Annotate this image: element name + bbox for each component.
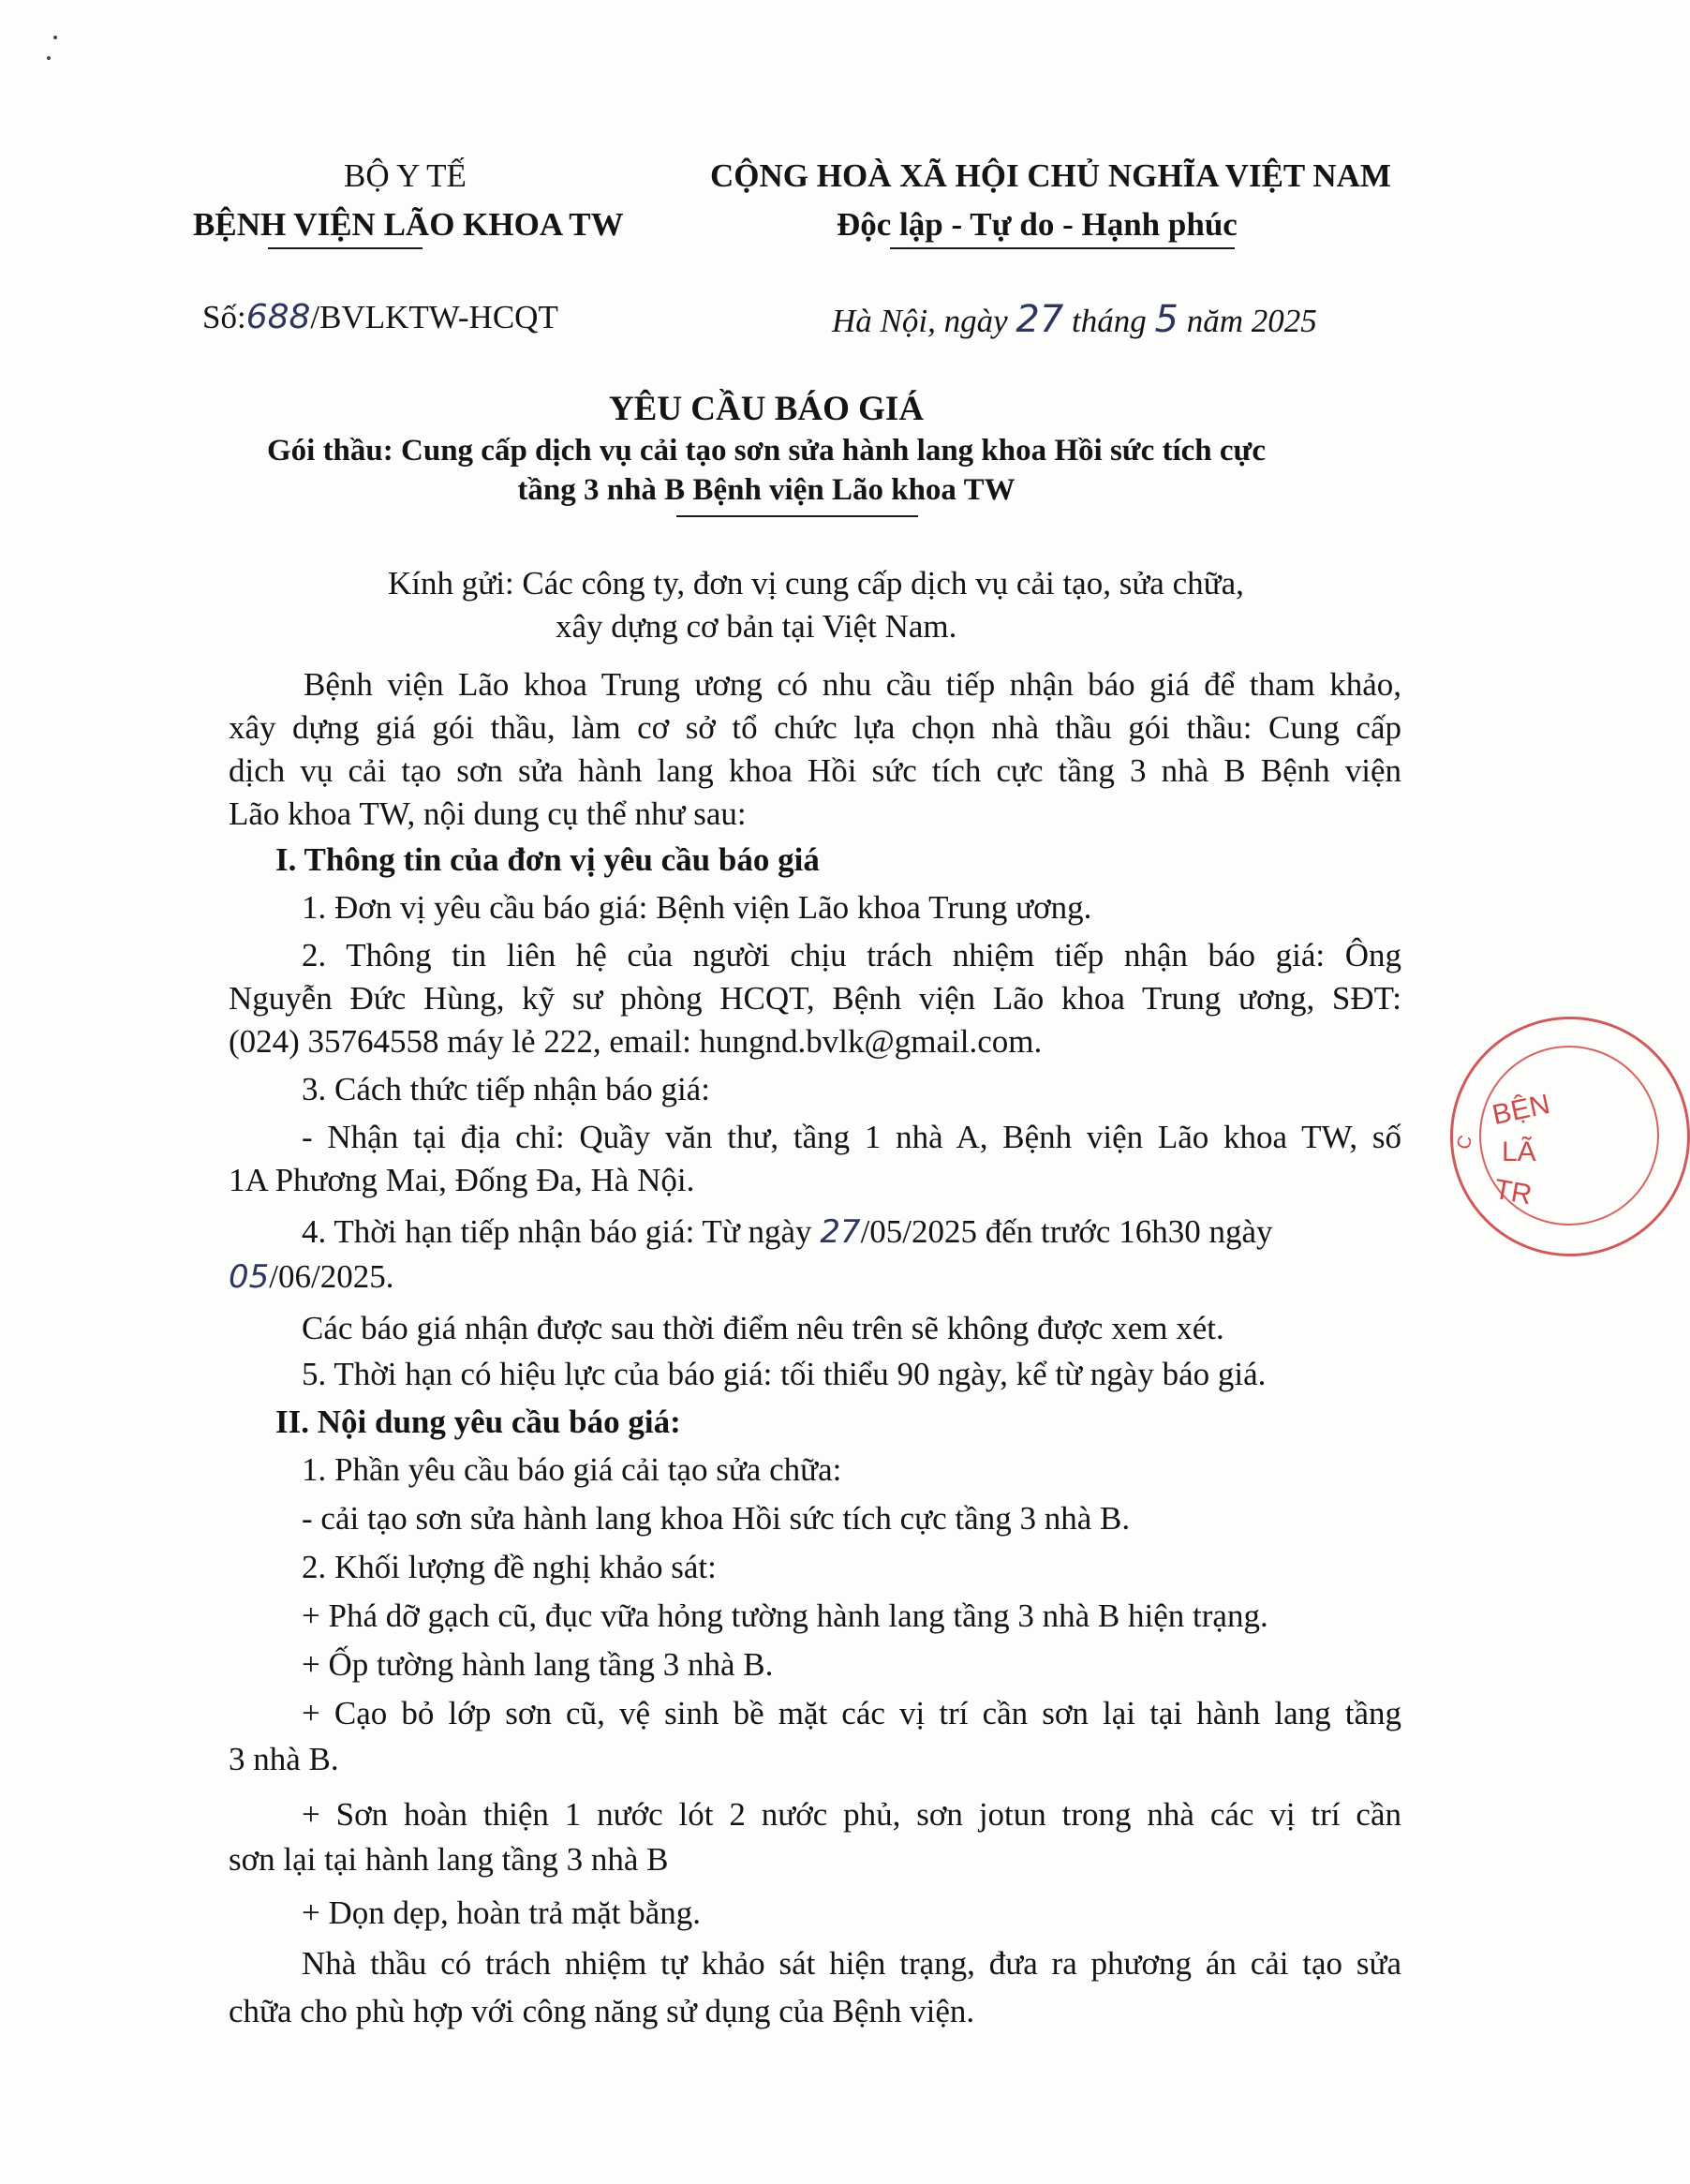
seal-text-side: C	[1453, 1133, 1477, 1152]
recipient-line2: xây dựng cơ bản tại Việt Nam.	[556, 608, 957, 645]
seal-text-bottom: TR	[1491, 1173, 1534, 1211]
closing-line1: Nhà thầu có trách nhiệm tự khảo sát hiện trạng, đưa ra phương án cải tạo sửa	[302, 1945, 1401, 1982]
section1-item3-detail-line2: 1A Phương Mai, Đống Đa, Hà Nội.	[229, 1162, 695, 1198]
motto-underline	[890, 247, 1235, 249]
item4-end-day-handwritten: 05	[229, 1258, 270, 1296]
national-motto: Độc lập - Tự do - Hạnh phúc	[837, 206, 1238, 243]
late-submission-note: Các báo giá nhận được sau thời điểm nêu trên sẽ không được xem xét.	[302, 1310, 1224, 1346]
intro-line3: dịch vụ cải tạo sơn sửa hành lang khoa Hồi sức tích cực tầng 3 nhà B Bệnh viện	[229, 752, 1401, 789]
date-month-label: tháng	[1072, 303, 1147, 339]
doc-number-suffix: /BVLKTW-HCQT	[310, 299, 558, 335]
survey-task3-line2: 3 nhà B.	[229, 1741, 339, 1777]
survey-task1: + Phá dỡ gạch cũ, đục vữa hỏng tường hành lang tầng 3 nhà B hiện trạng.	[302, 1597, 1268, 1634]
ministry-name: BỘ Y TẾ	[344, 157, 467, 194]
package-subtitle-line1: Gói thầu: Cung cấp dịch vụ cải tạo sơn sửa hành lang khoa Hồi sức tích cực	[266, 434, 1267, 468]
document-title: YÊU CẦU BÁO GIÁ	[608, 390, 925, 428]
survey-task2: + Ốp tường hành lang tầng 3 nhà B.	[302, 1646, 774, 1683]
title-underline	[676, 515, 918, 517]
intro-line1: Bệnh viện Lão khoa Trung ương có nhu cầu tiếp nhận báo giá để tham khảo,	[304, 666, 1401, 703]
document-number	[202, 298, 558, 336]
section1-item1: 1. Đơn vị yêu cầu báo giá: Bệnh viện Lão khoa Trung ương.	[302, 889, 1092, 926]
doc-number-label: Số:	[202, 299, 246, 335]
scan-speck	[53, 36, 57, 39]
intro-line2: xây dựng giá gói thầu, làm cơ sở tổ chức lựa chọn nhà thầu gói thầu: Cung cấp	[229, 709, 1401, 746]
survey-task3-line1: + Cạo bỏ lớp sơn cũ, vệ sinh bề mặt các vị trí cần sơn lại tại hành lang tầng	[302, 1695, 1401, 1731]
doc-number-handwritten: 688	[245, 298, 311, 336]
seal-text-top: BỆN	[1490, 1088, 1553, 1132]
date-month-handwritten: 5	[1154, 298, 1179, 341]
section1-item3-detail-line1: - Nhận tại địa chỉ: Quầy văn thư, tầng 1 nhà A, Bệnh viện Lão khoa TW, số	[302, 1119, 1401, 1155]
section2-heading: II. Nội dung yêu cầu báo giá:	[275, 1404, 681, 1440]
survey-task4-line2: sơn lại tại hành lang tầng 3 nhà B	[229, 1841, 669, 1878]
section2-item1-detail: - cải tạo sơn sửa hành lang khoa Hồi sức tích cực tầng 3 nhà B.	[302, 1500, 1131, 1537]
hospital-underline	[268, 247, 422, 249]
intro-line4: Lão khoa TW, nội dung cụ thể như sau:	[229, 795, 747, 832]
date-prefix: Hà Nội, ngày	[832, 303, 1008, 339]
date-year: năm 2025	[1186, 303, 1317, 339]
seal-text-mid: LÃ	[1502, 1137, 1536, 1167]
survey-task5: + Dọn dẹp, hoàn trả mặt bằng.	[302, 1894, 702, 1931]
survey-task4-line1: + Sơn hoàn thiện 1 nước lót 2 nước phủ, sơn jotun trong nhà các vị trí cần	[302, 1796, 1401, 1833]
closing-line2: chữa cho phù hợp với công năng sử dụng của Bệnh viện.	[229, 1993, 975, 2029]
item4-end-rest: /06/2025.	[269, 1258, 394, 1295]
date-day-handwritten: 27	[1015, 298, 1064, 341]
item4-start-day-handwritten: 27	[820, 1213, 861, 1251]
section1-item4-line2	[229, 1258, 393, 1296]
section1-item2-line3: (024) 35764558 máy lẻ 222, email: hungnd.bvlk@gmail.com.	[229, 1023, 1043, 1060]
section1-item2-line1: 2. Thông tin liên hệ của người chịu trách nhiệm tiếp nhận báo giá: Ông	[302, 937, 1401, 973]
package-subtitle-line2: tầng 3 nhà B Bệnh viện Lão khoa TW	[517, 473, 1015, 507]
section1-item5: 5. Thời hạn có hiệu lực của báo giá: tối thiểu 90 ngày, kể từ ngày báo giá.	[302, 1356, 1267, 1392]
hospital-name: BỆNH VIỆN LÃO KHOA TW	[193, 206, 624, 243]
recipient-line1: Kính gửi: Các công ty, đơn vị cung cấp dịch vụ cải tạo, sửa chữa,	[388, 565, 1244, 602]
country-name: CỘNG HOÀ XÃ HỘI CHỦ NGHĨA VIỆT NAM	[710, 157, 1391, 194]
hospital-seal	[1450, 1017, 1690, 1256]
section1-item3: 3. Cách thức tiếp nhận báo giá:	[302, 1071, 710, 1107]
section1-heading: I. Thông tin của đơn vị yêu cầu báo giá	[275, 841, 820, 878]
section2-item2: 2. Khối lượng đề nghị khảo sát:	[302, 1549, 717, 1585]
section1-item4-line1	[302, 1213, 1273, 1251]
item4-prefix: 4. Thời hạn tiếp nhận báo giá: Từ ngày	[302, 1213, 812, 1250]
item4-start-rest: /05/2025 đến trước 16h30 ngày	[860, 1213, 1273, 1250]
scan-speck	[47, 56, 51, 60]
section2-item1: 1. Phần yêu cầu báo giá cải tạo sửa chữa:	[302, 1451, 842, 1488]
document-date	[832, 298, 1317, 341]
section1-item2-line2: Nguyễn Đức Hùng, kỹ sư phòng HCQT, Bệnh viện Lão khoa Trung ương, SĐT:	[229, 980, 1401, 1017]
